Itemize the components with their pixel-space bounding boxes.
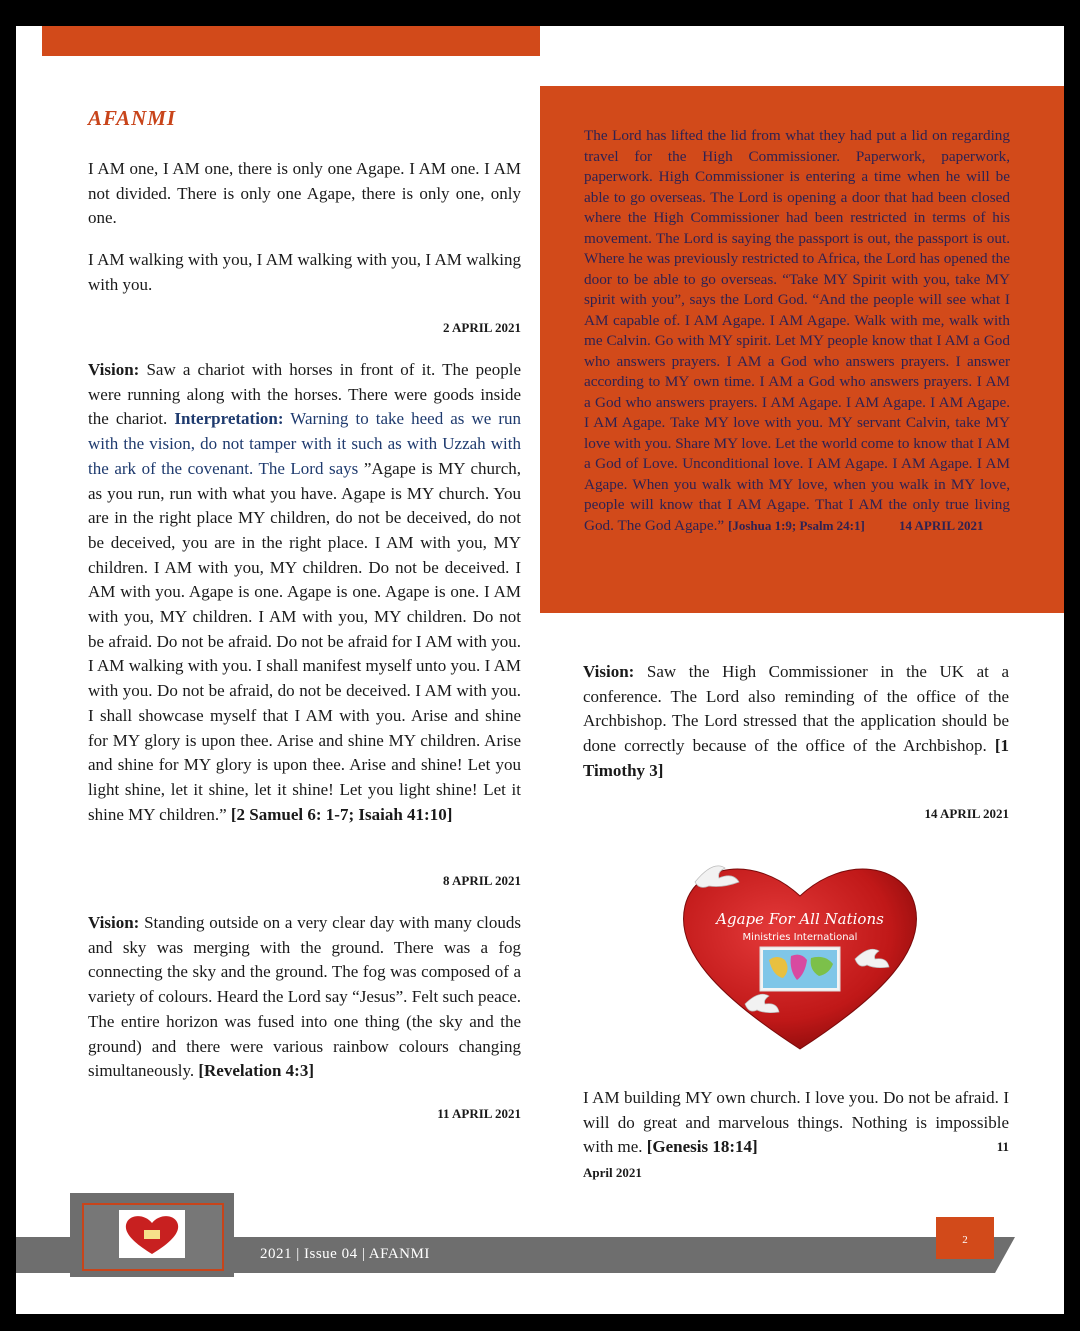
date-label: 14 APRIL 2021 [899,517,984,533]
heart-icon [119,1210,185,1258]
vision-entry [88,911,521,1084]
interpretation-text: Warning to take heed as we run with the vision, do not tamper with it such as with Uzzah with the ark of the covenant. The Lord says [88,409,521,478]
page-title: AFANMI [88,106,177,130]
scripture-reference: [1 Timothy 3] [583,736,1009,780]
date-label: 11 APRIL 2021 [437,1106,521,1121]
footer-issue-text: 2021 | Issue 04 | AFANMI [260,1246,430,1262]
date-label: 14 APRIL 2021 [924,806,1009,821]
date-label: 8 APRIL 2021 [442,873,521,888]
date-label: April 2021 [583,1165,642,1180]
scripture-reference: [2 Samuel 6: 1-7; Isaiah 41:10] [230,804,453,824]
vision-entry [88,358,521,827]
magazine-page [16,26,1064,1314]
right-column [583,26,1009,1206]
interpretation-label: Interpretation: [174,409,284,429]
logo-name: Agape For All Nations [716,910,884,928]
vision-text: Saw a chariot with horses in front of it. The people were running along with the horses. There were goods inside the chariot. [88,360,521,429]
vision-text: Saw the High Commissioner in the UK at a conference. The Lord also reminding of the office of the Archbishop. The Lord stressed that the application should be done correctly because of the office of the Archbishop. [583,662,1009,756]
scripture-reference: [Joshua 1:9; Psalm 24:1] [727,517,865,533]
paragraph-two: I AM walking with you, I AM walking with you, I AM walking with you. [88,250,521,294]
date-day: 11 [996,1139,1009,1155]
vision-label: Vision: [583,662,635,681]
paragraph-one: I AM one, I AM one, there is only one Agape. I AM one. I AM not divided. There is only one Agape, there is only one, only one. [88,159,521,228]
ministry-logo [675,844,925,1054]
scripture-reference: [Genesis 18:14] [646,1137,758,1157]
left-column [88,26,521,1126]
logo-subtitle: Ministries International [742,932,858,943]
closing-paragraph [583,1086,1009,1160]
vision-label: Vision: [88,360,140,379]
scripture-reference: [Revelation 4:3] [198,1061,315,1081]
vision-entry [583,660,1009,784]
prophecy-text: The Lord has lifted the lid from what they had put a lid on regarding travel for the High Commissioner. Paperwork, paperwork, paperwork. High Commissioner is entering a time when he will be able to go overseas. The Lord is opening a door that had been closed where the High Commissioner had been restricted in terms of his movement. The Lord is saying the passport is out, the passport is out. Where he was previously restricted to Africa, the Lord has opened the door to be able to go overseas. “Take MY Spirit with you, take MY spirit with you”, says the Lord God. “And the people will see what I AM capable of. I AM Agape. I AM Agape. Walk with me, walk with me Calvin. Go with MY spirit. Let MY people know that I AM a God who answers prayers. I AM a God who answers prayers. I answer according to MY own time. I AM a God who answers prayers. I AM a God who answers prayers. I AM Agape. I AM Agape. I AM Agape. I AM Agape. Take MY love with you. MY servant Calvin, take MY love with you. Share MY love. Let the world come to know that I AM a God of Love. Unconditional love. I AM Agape. I AM Agape. I AM Agape. When you walk with MY love, when you walk in MY love, people will know that I AM Agape. That I AM the only true living God. The God Agape.” [584,127,1010,534]
page-number: 2 [962,1234,968,1246]
footer-logo [119,1210,185,1258]
prophecy-text: I AM building MY own church. I love you. Do not be afraid. I will do great and marvelous things. Nothing is impossible with me. [583,1088,1009,1157]
vision-text: Standing outside on a very clear day with many clouds and sky was merging with the ground. There was a fog connecting the sky and the ground. The fog was composed of a variety of colours. Heard the Lord say “Jesus”. Felt such peace. The entire horizon was fused into one thing (the sky and the ground) and there were various rainbow colours changing simultaneously. [88,913,521,1081]
date-label: 2 APRIL 2021 [442,320,521,335]
vision-label: Vision: [88,913,140,932]
prophecy-quote: ”Agape is MY church, as you run, run with what you have. Agape is MY church. You are in the right place MY children, do not be deceived, do not be deceived, you are in the right place. I AM with you, MY children. I AM with you, MY children. Do not be deceived. I AM with you. Agape is one. Agape is one. Agape is one. I AM with you, MY children. I AM with you, MY children. Do not be afraid. Do not be afraid. Do not be afraid for I AM with you. I AM walking with you. I shall manifest myself unto you. I AM with you. Do not be afraid, do not be deceived. I AM with you. I shall showcase myself that I AM with you. Arise and shine for MY glory is upon thee. Arise and shine MY children. Arise and shine for MY glory is upon thee. Arise and shine! Let you light shine, let it shine, let it shine! Let you light shine! Let it shine MY children.” [88,458,521,824]
